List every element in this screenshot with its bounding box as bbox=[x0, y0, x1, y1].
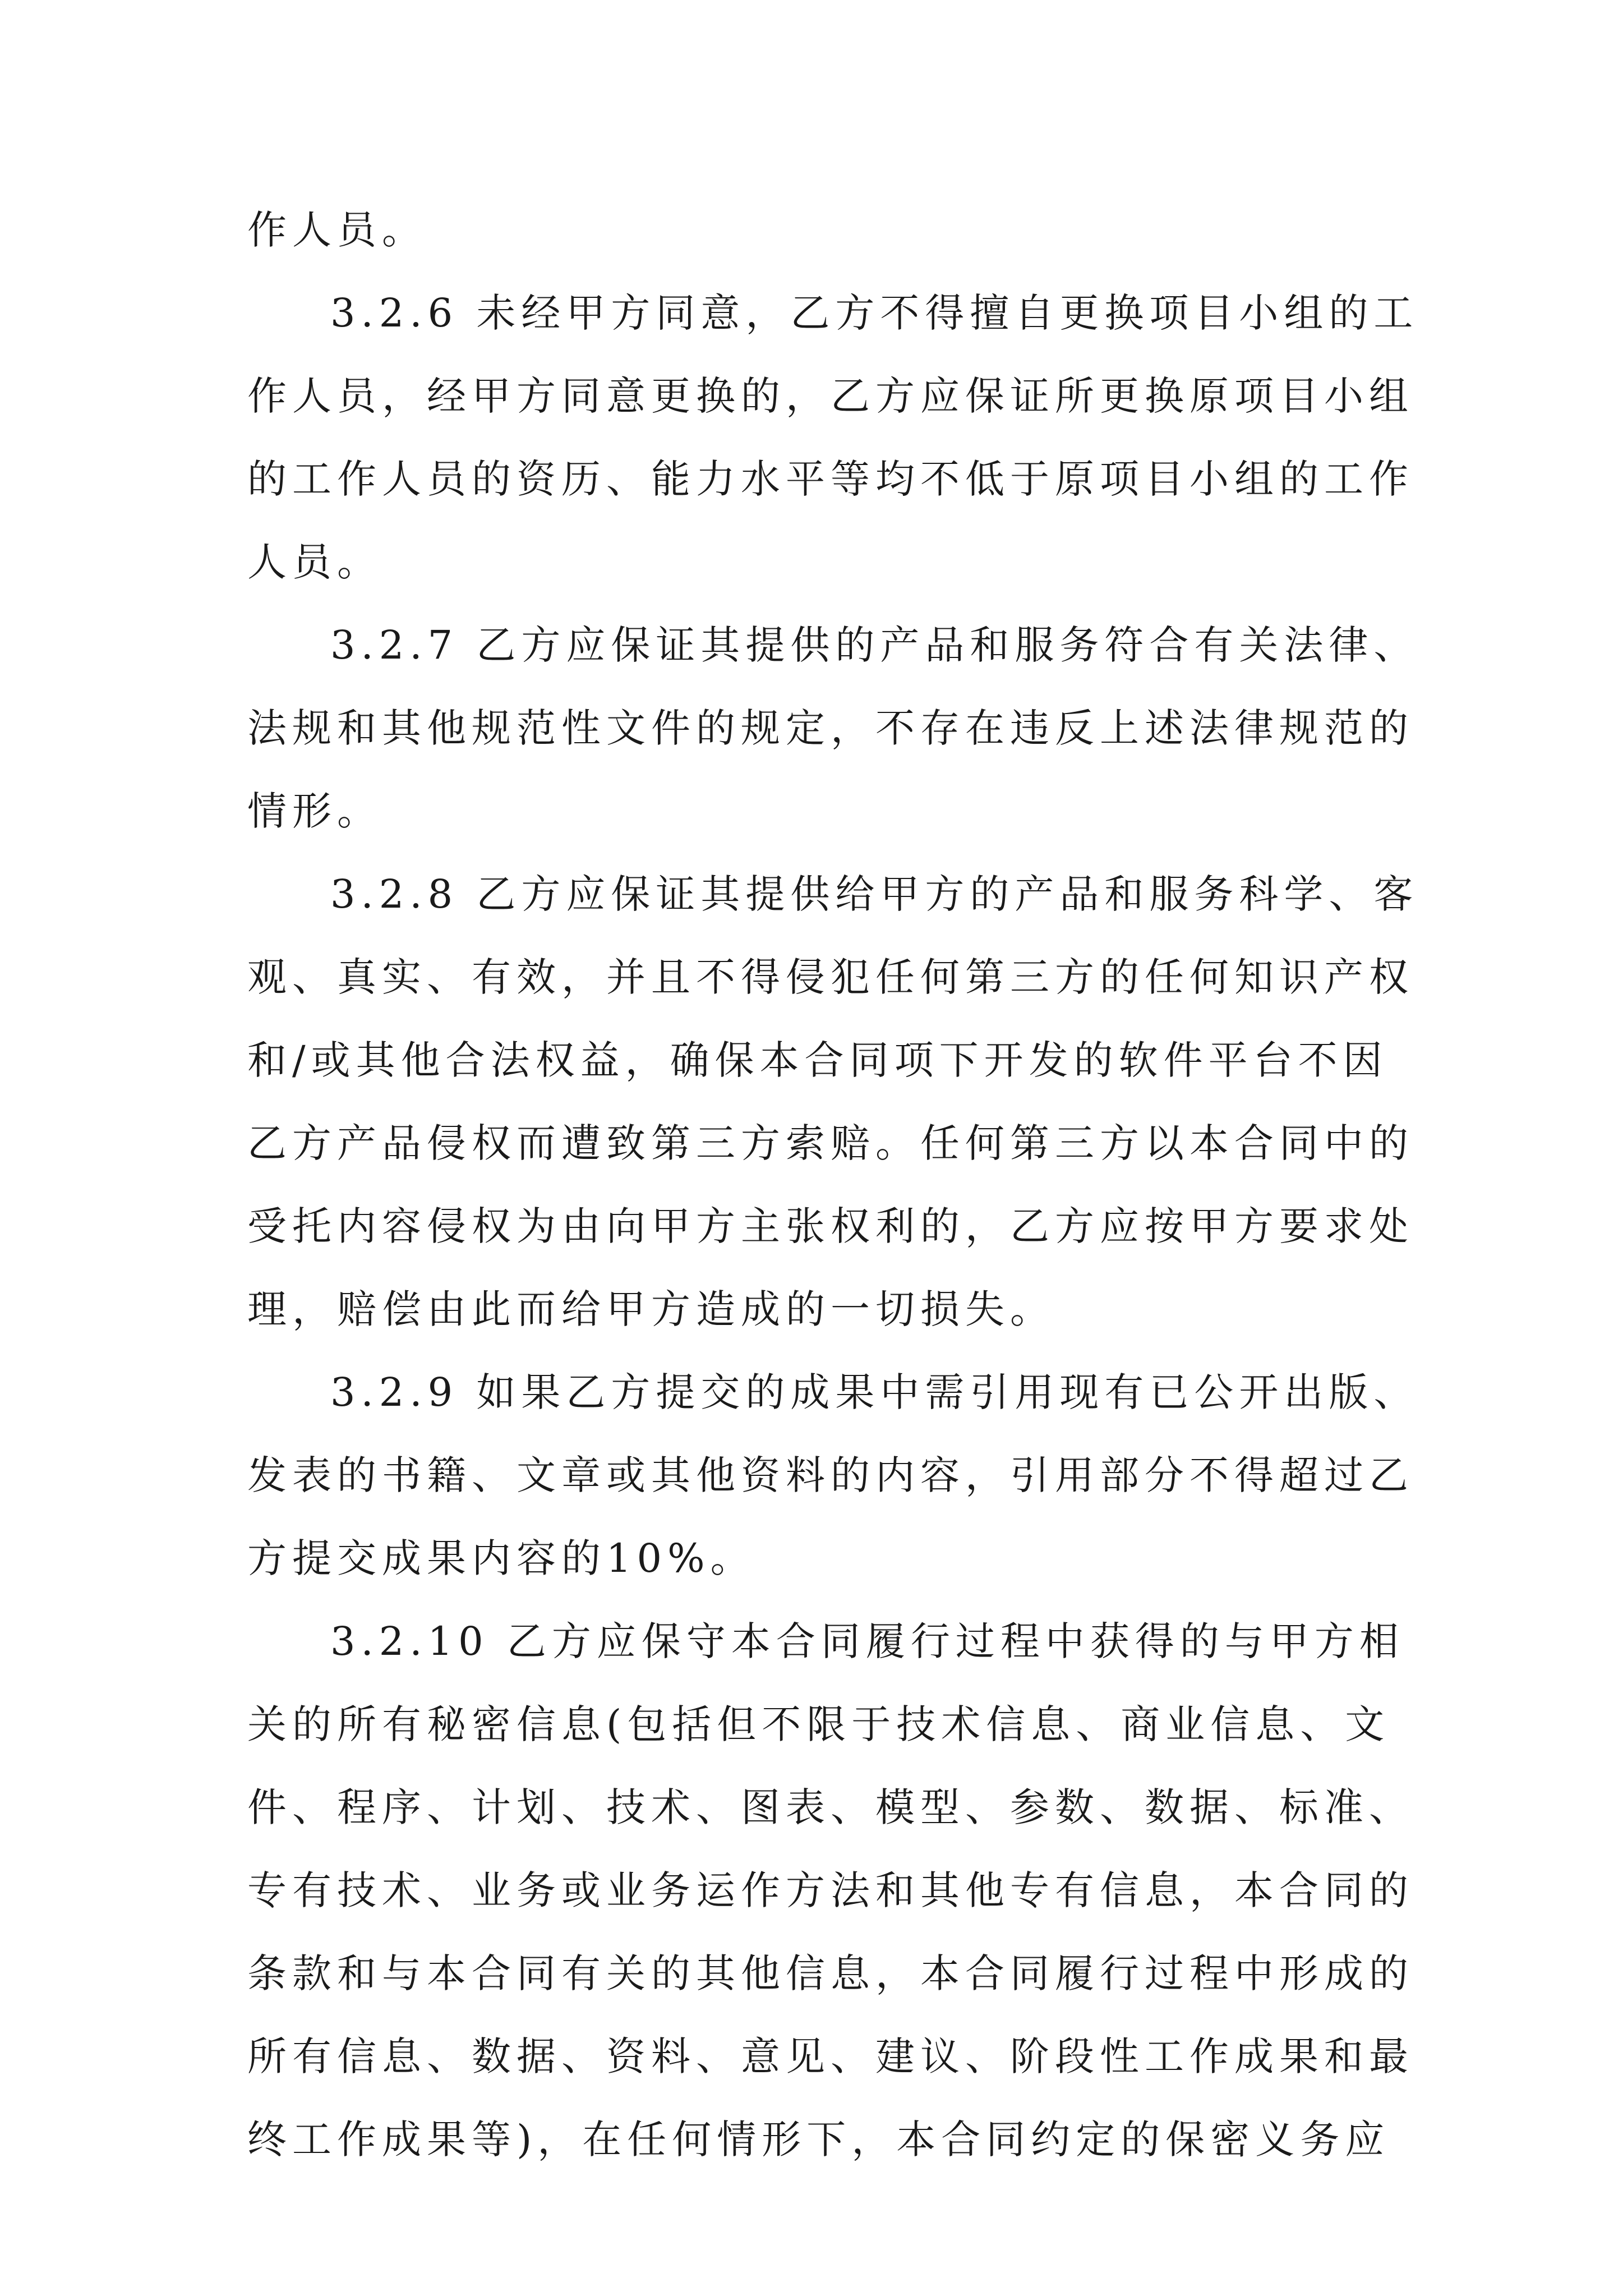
text-line: 乙方产品侵权而遭致第三方索赔。任何第三方以本合同中的 bbox=[247, 1120, 1414, 1166]
text-line: 的工作人员的资历、能力水平等均不低于原项目小组的工作 bbox=[247, 456, 1414, 502]
text-line: 终工作成果等)，在任何情形下，本合同约定的保密义务应 bbox=[247, 2116, 1390, 2162]
text-line: 专有技术、业务或业务运作方法和其他专有信息，本合同的 bbox=[247, 1867, 1414, 1913]
text-line: 情形。 bbox=[247, 788, 382, 834]
text-line: 所有信息、数据、资料、意见、建议、阶段性工作成果和最 bbox=[247, 2033, 1414, 2079]
contract-text-block bbox=[247, 188, 1419, 2181]
clause-3-2-6-line: 3.2.6 未经甲方同意，乙方不得擅自更换项目小组的工 bbox=[330, 290, 1419, 336]
text-line: 观、真实、有效，并且不得侵犯任何第三方的任何知识产权 bbox=[247, 954, 1414, 1000]
clause-3-2-10-line: 3.2.10 乙方应保守本合同履行过程中获得的与甲方相 bbox=[330, 1618, 1404, 1664]
text-line: 关的所有秘密信息(包括但不限于技术信息、商业信息、文 bbox=[247, 1701, 1390, 1747]
text-line: 方提交成果内容的10%。 bbox=[247, 1535, 755, 1581]
text-line: 发表的书籍、文章或其他资料的内容，引用部分不得超过乙 bbox=[247, 1452, 1414, 1498]
text-line: 法规和其他规范性文件的规定，不存在违反上述法律规范的 bbox=[247, 705, 1414, 751]
text-line: 受托内容侵权为由向甲方主张权利的，乙方应按甲方要求处 bbox=[247, 1203, 1414, 1249]
text-line: 理，赔偿由此而给甲方造成的一切损失。 bbox=[247, 1286, 1055, 1332]
text-line: 人员。 bbox=[247, 539, 382, 585]
text-line: 作人员，经甲方同意更换的，乙方应保证所更换原项目小组 bbox=[247, 373, 1414, 419]
clause-3-2-8-line: 3.2.8 乙方应保证其提供给甲方的产品和服务科学、客 bbox=[330, 871, 1419, 917]
text-line: 件、程序、计划、技术、图表、模型、参数、数据、标准、 bbox=[247, 1784, 1414, 1830]
text-line: 作人员。 bbox=[247, 207, 427, 253]
text-line: 条款和与本合同有关的其他信息，本合同履行过程中形成的 bbox=[247, 1950, 1414, 1996]
clause-3-2-7-line: 3.2.7 乙方应保证其提供的产品和服务符合有关法律、 bbox=[330, 622, 1419, 668]
clause-3-2-9-line: 3.2.9 如果乙方提交的成果中需引用现有已公开出版、 bbox=[330, 1369, 1419, 1415]
text-line: 和/或其他合法权益，确保本合同项下开发的软件平台不因 bbox=[247, 1037, 1388, 1083]
